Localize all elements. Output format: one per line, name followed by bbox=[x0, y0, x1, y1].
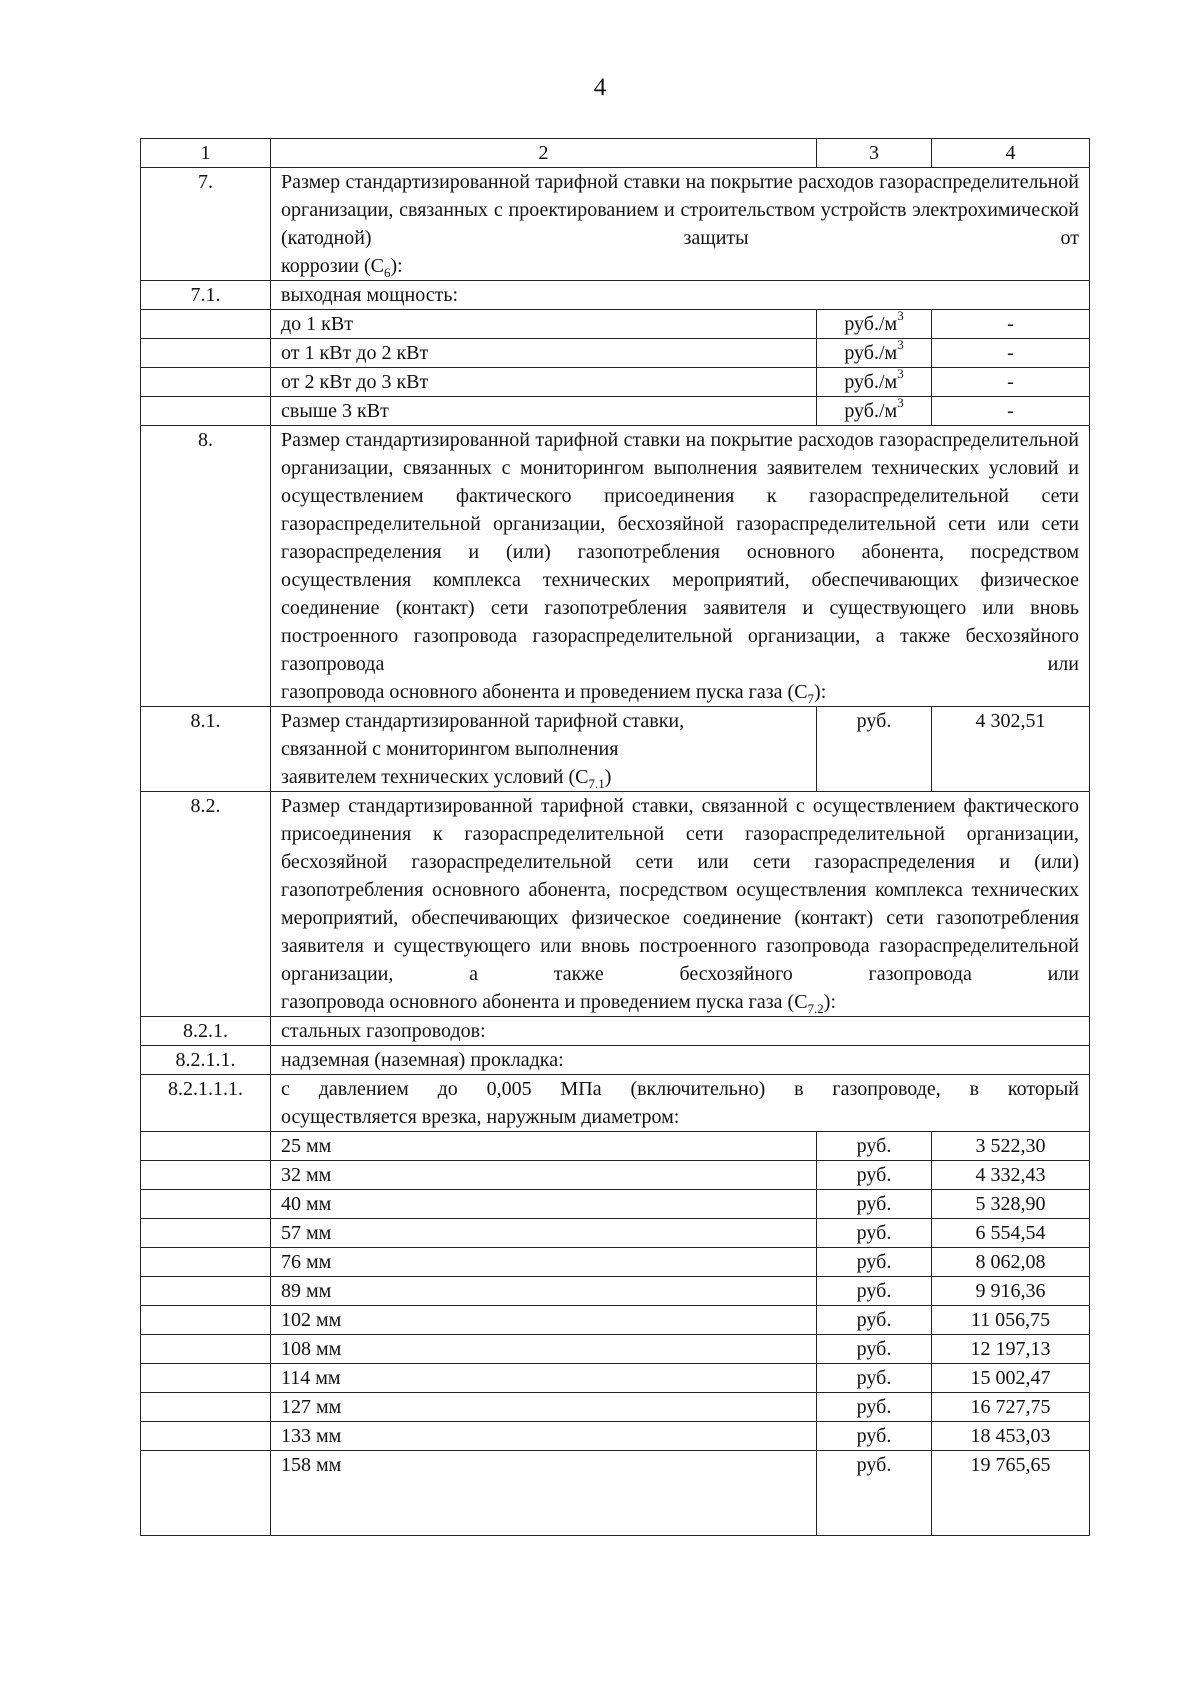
unit: руб. bbox=[817, 1132, 932, 1161]
diameter: 57 мм bbox=[271, 1219, 817, 1248]
value: 6 554,54 bbox=[932, 1219, 1090, 1248]
value: 19 765,65 bbox=[932, 1451, 1090, 1536]
table-row bbox=[141, 1277, 1090, 1306]
item-description: выходная мощность: bbox=[271, 281, 1090, 310]
item-number-empty bbox=[141, 368, 271, 397]
unit: руб. bbox=[817, 1161, 932, 1190]
unit: $руб./м^3$ bbox=[817, 397, 932, 426]
item-description: стальных газопроводов: bbox=[271, 1017, 1090, 1046]
power-range: свыше 3 кВт bbox=[271, 397, 817, 426]
item-number: 8.2.1.1. bbox=[141, 1046, 271, 1075]
item-description: Размер стандартизированной тарифной ставки на покрытие расходов газораспределительной организации, связанных с мониторингом выполнения заявителем технических условий и осуществлением фактического присоединения к газораспределительной сети газораспределительной организации, бесхозяйной газораспределительной сети или сети газораспределения и (или) газопотребления основного абонента, посредством осуществления комплекса технических мероприятий, обеспечивающих физическое соединение (контакт) сети газопотребления заявителя и существующего или вновь построенного газопровода газораспределительной организации, а также бесхозяйного газопровода или газопровода основного абонента и проведением пуска газа $(С_7)$: bbox=[271, 426, 1090, 707]
diameter: 89 мм bbox=[271, 1277, 817, 1306]
diameter: 158 мм bbox=[271, 1451, 817, 1536]
unit: руб. bbox=[817, 707, 932, 792]
item-description: Размер стандартизированной тарифной ставки, связанной с мониторингом выполнения заявителем технических условий $(С_{7.1})$ bbox=[271, 707, 817, 792]
item-description: Размер стандартизированной тарифной ставки, связанной с осуществлением фактического присоединения к газораспределительной сети газораспределительной организации, бесхозяйной газораспределительной сети или сети газораспределения и (или) газопотребления основного абонента, посредством осуществления комплекса технических мероприятий, обеспечивающих физическое соединение (контакт) сети газопотребления заявителя и существующего или вновь построенного газопровода газораспределительной организации, а также бесхозяйного газопровода или газопровода основного абонента и проведением пуска газа $(С_{7.2})$: bbox=[271, 792, 1090, 1017]
table-row bbox=[141, 426, 1090, 707]
table-row bbox=[141, 792, 1090, 1017]
column-number-2: 2 bbox=[271, 139, 817, 168]
diameter: 102 мм bbox=[271, 1306, 817, 1335]
power-range: от 2 кВт до 3 кВт bbox=[271, 368, 817, 397]
table-row bbox=[141, 1190, 1090, 1219]
table-row bbox=[141, 1393, 1090, 1422]
table-row bbox=[141, 1132, 1090, 1161]
column-number-3: 3 bbox=[817, 139, 932, 168]
power-range: от 1 кВт до 2 кВт bbox=[271, 339, 817, 368]
unit: руб. bbox=[817, 1277, 932, 1306]
item-number: 8.2. bbox=[141, 792, 271, 1017]
value: - bbox=[932, 397, 1090, 426]
table-row bbox=[141, 1017, 1090, 1046]
unit: руб. bbox=[817, 1190, 932, 1219]
table-row bbox=[141, 707, 1090, 792]
value: 18 453,03 bbox=[932, 1422, 1090, 1451]
power-range: до 1 кВт bbox=[271, 310, 817, 339]
item-description: с давлением до 0,005 МПа (включительно) в газопроводе, в который осуществляется врезка, наружным диаметром: bbox=[271, 1075, 1090, 1132]
value: 4 332,43 bbox=[932, 1161, 1090, 1190]
unit: $руб./м^3$ bbox=[817, 339, 932, 368]
unit: $руб./м^3$ bbox=[817, 368, 932, 397]
unit: руб. bbox=[817, 1422, 932, 1451]
tariff-table bbox=[140, 138, 1090, 1536]
value: 15 002,47 bbox=[932, 1364, 1090, 1393]
table-row bbox=[141, 397, 1090, 426]
value: 8 062,08 bbox=[932, 1248, 1090, 1277]
table-row bbox=[141, 168, 1090, 281]
unit: руб. bbox=[817, 1335, 932, 1364]
item-number: 7.1. bbox=[141, 281, 271, 310]
page-number: 4 bbox=[593, 74, 607, 101]
table-row bbox=[141, 1451, 1090, 1536]
item-number-empty bbox=[141, 339, 271, 368]
unit: руб. bbox=[817, 1248, 932, 1277]
column-number-1: 1 bbox=[141, 139, 271, 168]
value: 11 056,75 bbox=[932, 1306, 1090, 1335]
value: 16 727,75 bbox=[932, 1393, 1090, 1422]
diameter: 25 мм bbox=[271, 1132, 817, 1161]
value: 3 522,30 bbox=[932, 1132, 1090, 1161]
table-row bbox=[141, 310, 1090, 339]
item-number: 8. bbox=[141, 426, 271, 707]
item-number-empty bbox=[141, 310, 271, 339]
column-number-4: 4 bbox=[932, 139, 1090, 168]
value: 5 328,90 bbox=[932, 1190, 1090, 1219]
item-number-empty bbox=[141, 397, 271, 426]
unit: $руб./м^3$ bbox=[817, 310, 932, 339]
unit: руб. bbox=[817, 1364, 932, 1393]
table-header-row bbox=[141, 139, 1090, 168]
table-row bbox=[141, 1248, 1090, 1277]
unit: руб. bbox=[817, 1219, 932, 1248]
diameter: 114 мм bbox=[271, 1364, 817, 1393]
table-row bbox=[141, 1075, 1090, 1132]
value: 9 916,36 bbox=[932, 1277, 1090, 1306]
table-row bbox=[141, 1422, 1090, 1451]
diameter: 76 мм bbox=[271, 1248, 817, 1277]
table-row bbox=[141, 281, 1090, 310]
table-row bbox=[141, 339, 1090, 368]
value: - bbox=[932, 310, 1090, 339]
item-description: надземная (наземная) прокладка: bbox=[271, 1046, 1090, 1075]
table-row bbox=[141, 1046, 1090, 1075]
diameter: 40 мм bbox=[271, 1190, 817, 1219]
item-number: 8.1. bbox=[141, 707, 271, 792]
value: - bbox=[932, 368, 1090, 397]
diameter: 127 мм bbox=[271, 1393, 817, 1422]
diameter: 32 мм bbox=[271, 1161, 817, 1190]
item-number: 8.2.1.1.1. bbox=[141, 1075, 271, 1132]
value: 12 197,13 bbox=[932, 1335, 1090, 1364]
item-description: Размер стандартизированной тарифной ставки на покрытие расходов газораспределительной организации, связанных с проектированием и строительством устройств электрохимической (катодной) защиты от коррозии $(С_6)$: bbox=[271, 168, 1090, 281]
table-row bbox=[141, 1364, 1090, 1393]
diameter: 133 мм bbox=[271, 1422, 817, 1451]
unit: руб. bbox=[817, 1393, 932, 1422]
item-number: 8.2.1. bbox=[141, 1017, 271, 1046]
table-row bbox=[141, 1306, 1090, 1335]
table-row bbox=[141, 1219, 1090, 1248]
table-row bbox=[141, 1335, 1090, 1364]
item-number: 7. bbox=[141, 168, 271, 281]
table-row bbox=[141, 1161, 1090, 1190]
table-row bbox=[141, 368, 1090, 397]
value: 4 302,51 bbox=[932, 707, 1090, 792]
diameter: 108 мм bbox=[271, 1335, 817, 1364]
unit: руб. bbox=[817, 1451, 932, 1536]
value: - bbox=[932, 339, 1090, 368]
unit: руб. bbox=[817, 1306, 932, 1335]
